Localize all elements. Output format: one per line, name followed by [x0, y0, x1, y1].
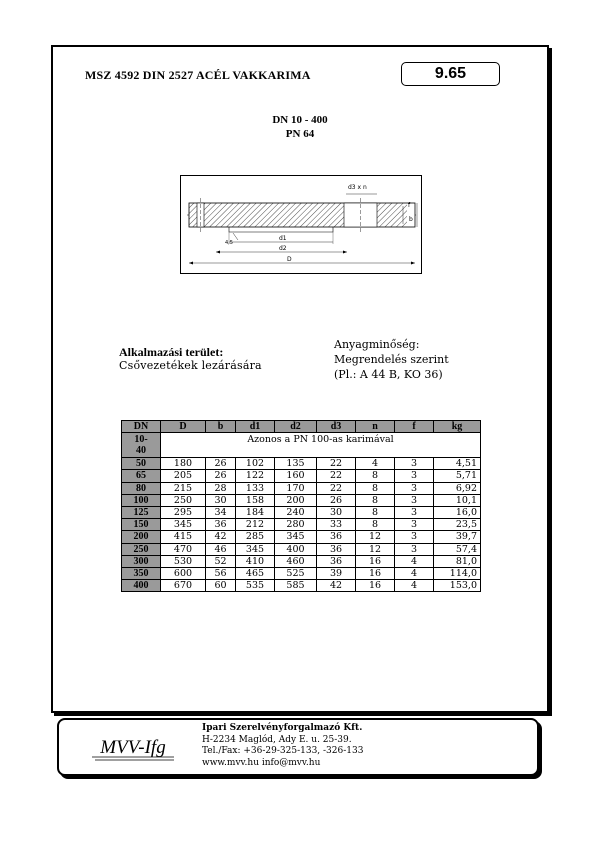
table-cell: 122: [236, 470, 275, 482]
table-cell: 34: [206, 506, 236, 518]
table-cell: 42: [317, 580, 356, 592]
label-f: f: [408, 202, 411, 209]
table-row: [122, 543, 481, 555]
dn-cell: 200: [122, 531, 161, 543]
table-row: [122, 482, 481, 494]
table-cell: 212: [236, 519, 275, 531]
application-text: Csővezetékek lezárására: [119, 359, 262, 372]
table-cell: 470: [161, 543, 206, 555]
contact-block: [202, 723, 363, 769]
col-header: d2: [275, 421, 317, 433]
table-cell: 400: [275, 543, 317, 555]
table-cell: 250: [161, 494, 206, 506]
datasheet-frame: [51, 45, 549, 713]
flange-drawing: [180, 175, 422, 274]
table-cell: 3: [395, 531, 434, 543]
table-cell: 36: [317, 543, 356, 555]
label-b: b: [409, 216, 413, 223]
table-cell: 16,0: [434, 506, 481, 518]
material-heading: Anyagminőség:: [334, 338, 420, 351]
table-cell: 3: [395, 543, 434, 555]
label-d1: d1: [279, 235, 287, 242]
table-row: [122, 506, 481, 518]
table-cell: 30: [206, 494, 236, 506]
table-cell: 184: [236, 506, 275, 518]
table-cell: 52: [206, 555, 236, 567]
table-cell: 4: [395, 567, 434, 579]
table-row: [122, 494, 481, 506]
table-row: [122, 580, 481, 592]
table-cell: 160: [275, 470, 317, 482]
table-cell: 12: [356, 531, 395, 543]
company-web: www.mvv.hu info@mvv.hu: [202, 757, 321, 768]
table-cell: 81,0: [434, 555, 481, 567]
pressure-rating: PN 64: [285, 128, 315, 140]
table-cell: 6,92: [434, 482, 481, 494]
dn-cell: 150: [122, 519, 161, 531]
table-row: [122, 470, 481, 482]
table-cell: 8: [356, 519, 395, 531]
table-row: [122, 567, 481, 579]
table-header-row: [122, 421, 481, 433]
table-cell: 4: [395, 555, 434, 567]
table-cell: 8: [356, 494, 395, 506]
table-cell: 28: [206, 482, 236, 494]
table-cell: 153,0: [434, 580, 481, 592]
table-cell: 345: [236, 543, 275, 555]
col-header: d3: [317, 421, 356, 433]
table-cell: 22: [317, 458, 356, 470]
table-cell: 16: [356, 580, 395, 592]
dimensions-table: [121, 420, 481, 592]
material-example: (Pl.: A 44 B, KO 36): [334, 368, 443, 381]
table-cell: 12: [356, 543, 395, 555]
table-cell: 200: [275, 494, 317, 506]
table-cell: 5,71: [434, 470, 481, 482]
table-row: [122, 555, 481, 567]
dn-cell: 350: [122, 567, 161, 579]
table-cell: 16: [356, 555, 395, 567]
material-spec: Megrendelés szerint: [334, 353, 449, 366]
table-cell: 46: [206, 543, 236, 555]
table-cell: 42: [206, 531, 236, 543]
table-cell: 39: [317, 567, 356, 579]
table-cell: 345: [275, 531, 317, 543]
dn-cell: 65: [122, 470, 161, 482]
table-cell: 102: [236, 458, 275, 470]
table-cell: 56: [206, 567, 236, 579]
table-cell: 3: [395, 494, 434, 506]
col-header: f: [395, 421, 434, 433]
flange-cross-section-svg: [181, 176, 421, 273]
table-cell: 16: [356, 567, 395, 579]
table-cell: 57,4: [434, 543, 481, 555]
table-cell: 36: [206, 519, 236, 531]
table-cell: 530: [161, 555, 206, 567]
nominal-size-block: [53, 113, 547, 141]
dn-cell: 50: [122, 458, 161, 470]
table-cell: 180: [161, 458, 206, 470]
table-cell: 285: [236, 531, 275, 543]
dn-cell: 400: [122, 580, 161, 592]
table-cell: 240: [275, 506, 317, 518]
table-cell: 410: [236, 555, 275, 567]
col-header: DN: [122, 421, 161, 433]
col-header: b: [206, 421, 236, 433]
dn-cell: 125: [122, 506, 161, 518]
table-cell: 8: [356, 506, 395, 518]
material-block: [334, 337, 449, 382]
table-cell: 135: [275, 458, 317, 470]
table-cell: 205: [161, 470, 206, 482]
table-cell: 3: [395, 506, 434, 518]
table-cell: 3: [395, 458, 434, 470]
table-cell: 670: [161, 580, 206, 592]
table-cell: 39,7: [434, 531, 481, 543]
table-row: [122, 519, 481, 531]
table-cell: 133: [236, 482, 275, 494]
logo-text: MVV-Ifg: [100, 737, 166, 758]
application-heading: Alkalmazási terület:: [119, 345, 224, 359]
table-row: [122, 531, 481, 543]
table-cell: 30: [317, 506, 356, 518]
col-header: d1: [236, 421, 275, 433]
table-cell: 114,0: [434, 567, 481, 579]
table-cell: 415: [161, 531, 206, 543]
dn-cell: 10- 40: [122, 433, 161, 458]
company-phone: Tel./Fax: +36-29-325-133, -326-133: [202, 746, 364, 756]
table-row: [122, 458, 481, 470]
table-cell: 3: [395, 519, 434, 531]
label-angle: 4,5: [225, 240, 233, 246]
table-cell: 36: [317, 531, 356, 543]
table-cell: 10,1: [434, 494, 481, 506]
table-cell: 8: [356, 470, 395, 482]
col-header: n: [356, 421, 395, 433]
table-cell: 158: [236, 494, 275, 506]
table-cell: 3: [395, 482, 434, 494]
company-address: H-2234 Maglód, Ady E. u. 25-39.: [202, 734, 352, 745]
table-cell: 460: [275, 555, 317, 567]
table-cell: 26: [206, 458, 236, 470]
table-cell: 26: [317, 494, 356, 506]
page-number-badge: 9.65: [401, 62, 500, 86]
company-logo: [92, 732, 174, 762]
table-row-span: [122, 433, 481, 458]
table-cell: 4: [356, 458, 395, 470]
table-cell: 60: [206, 580, 236, 592]
col-header: D: [161, 421, 206, 433]
table-cell: 22: [317, 470, 356, 482]
table-cell: 170: [275, 482, 317, 494]
company-footer: [57, 718, 539, 776]
table-cell: 3: [395, 470, 434, 482]
table-cell: 345: [161, 519, 206, 531]
table-cell: 4: [395, 580, 434, 592]
label-d3n: d3 x n: [348, 184, 367, 191]
dn-cell: 300: [122, 555, 161, 567]
table-cell: 465: [236, 567, 275, 579]
dn-cell: 80: [122, 482, 161, 494]
table-cell: 280: [275, 519, 317, 531]
label-D: D: [287, 256, 292, 263]
col-header: kg: [434, 421, 481, 433]
table-cell: 8: [356, 482, 395, 494]
page-title: MSZ 4592 DIN 2527 ACÉL VAKKARIMA: [85, 68, 311, 82]
dn-cell: 250: [122, 543, 161, 555]
table-cell: 215: [161, 482, 206, 494]
table-cell: 4,51: [434, 458, 481, 470]
table-cell: 600: [161, 567, 206, 579]
table-cell: 26: [206, 470, 236, 482]
span-note: Azonos a PN 100-as karimával: [161, 433, 481, 458]
table-cell: 22: [317, 482, 356, 494]
label-d2: d2: [279, 245, 287, 252]
dn-cell: 100: [122, 494, 161, 506]
table-cell: 585: [275, 580, 317, 592]
dn-range: DN 10 - 400: [272, 114, 328, 126]
table-cell: 525: [275, 567, 317, 579]
table-cell: 33: [317, 519, 356, 531]
table-cell: 36: [317, 555, 356, 567]
table-cell: 295: [161, 506, 206, 518]
table-cell: 23,5: [434, 519, 481, 531]
company-name: Ipari Szerelvényforgalmazó Kft.: [202, 723, 363, 733]
table-cell: 535: [236, 580, 275, 592]
